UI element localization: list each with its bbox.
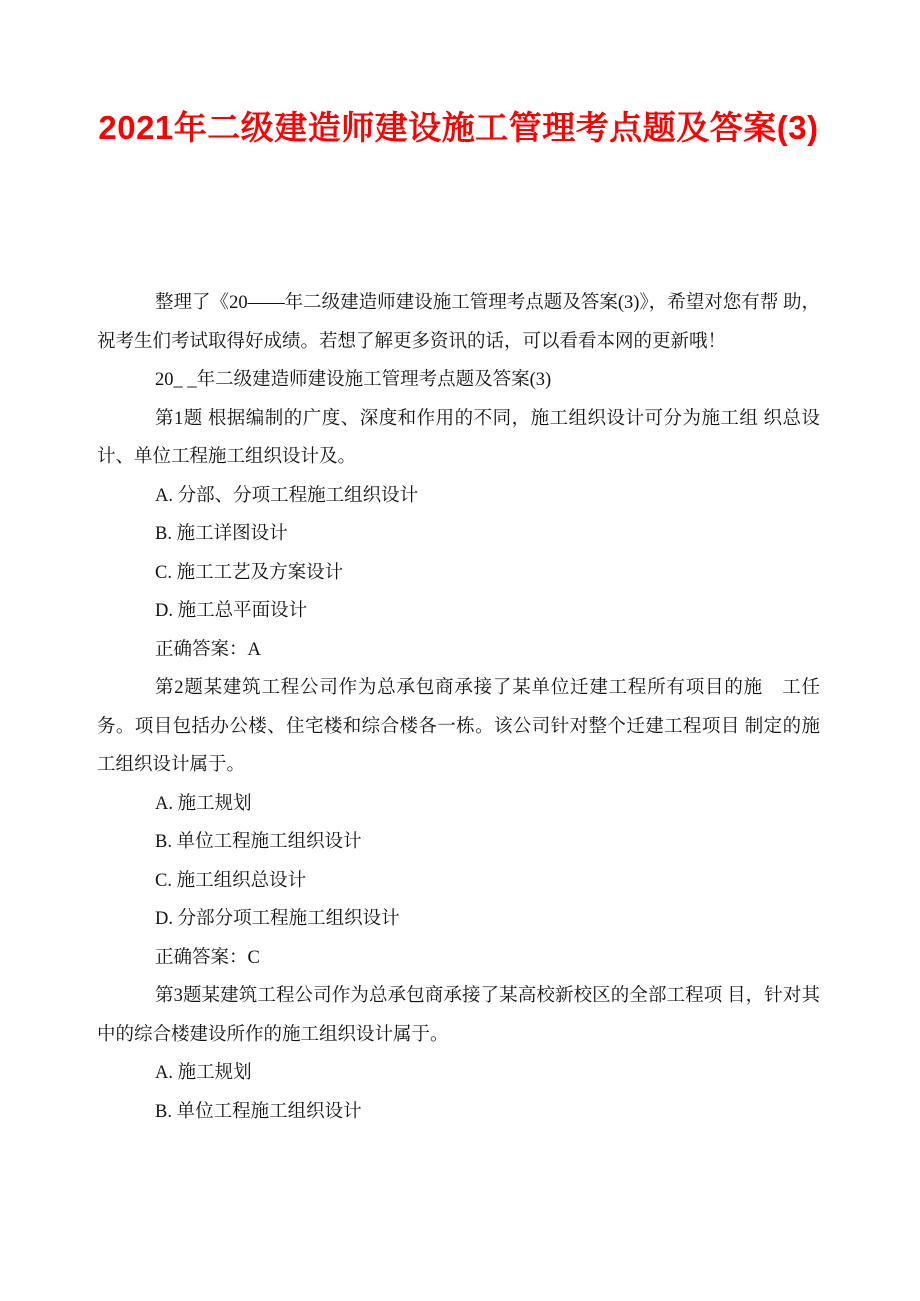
option-d: D. 施工总平面设计 xyxy=(155,601,308,621)
option-b: B. 单位工程施工组织设计 xyxy=(155,1101,362,1122)
option-a: A. 分部、分项工程施工组织设计 xyxy=(155,485,419,506)
option-c: C. 施工组织总设计 xyxy=(155,870,307,891)
question-2 xyxy=(97,669,820,977)
document-body xyxy=(97,284,820,1131)
option-d: D. 分部分项工程施工组织设计 xyxy=(155,909,400,929)
document-title: 2021年二级建造师建设施工管理考点题及答案(3) xyxy=(98,109,819,146)
question-1 xyxy=(97,400,820,670)
question-stem: 第3题某建筑工程公司作为总承包商承接了某高校新校区的全部工程项 目，针对其中的综合楼建设所作的施工组织设计属于。 xyxy=(97,986,820,1045)
question-3 xyxy=(97,977,820,1131)
correct-answer: 正确答案：A xyxy=(155,639,261,660)
intro-paragraph: 整理了《20——年二级建造师建设施工管理考点题及答案(3)》，希望对您有帮 助，祝考生们考试取得好成绩。若想了解更多资讯的话，可以看看本网的更新哦！ xyxy=(97,293,820,352)
question-stem: 第1题 根据编制的广度、深度和作用的不同，施工组织设计可分为施工组 织总设计、单位工程施工组织设计及。 xyxy=(97,408,820,467)
question-stem: 第2题某建筑工程公司作为总承包商承接了某单位迁建工程所有项目的施 工任务。项目包括办公楼、住宅楼和综合楼各一栋。该公司针对整个迁建工程项目 制定的施工组织设计属于。 xyxy=(97,678,820,775)
option-a: A. 施工规划 xyxy=(155,793,252,814)
option-a: A. 施工规划 xyxy=(155,1063,252,1083)
option-c: C. 施工工艺及方案设计 xyxy=(155,562,344,583)
correct-answer: 正确答案：C xyxy=(155,947,260,968)
option-b: B. 单位工程施工组织设计 xyxy=(155,832,362,852)
option-b: B. 施工详图设计 xyxy=(155,524,288,544)
subtitle-line: 20_ _年二级建造师建设施工管理考点题及答案(3) xyxy=(155,370,552,390)
